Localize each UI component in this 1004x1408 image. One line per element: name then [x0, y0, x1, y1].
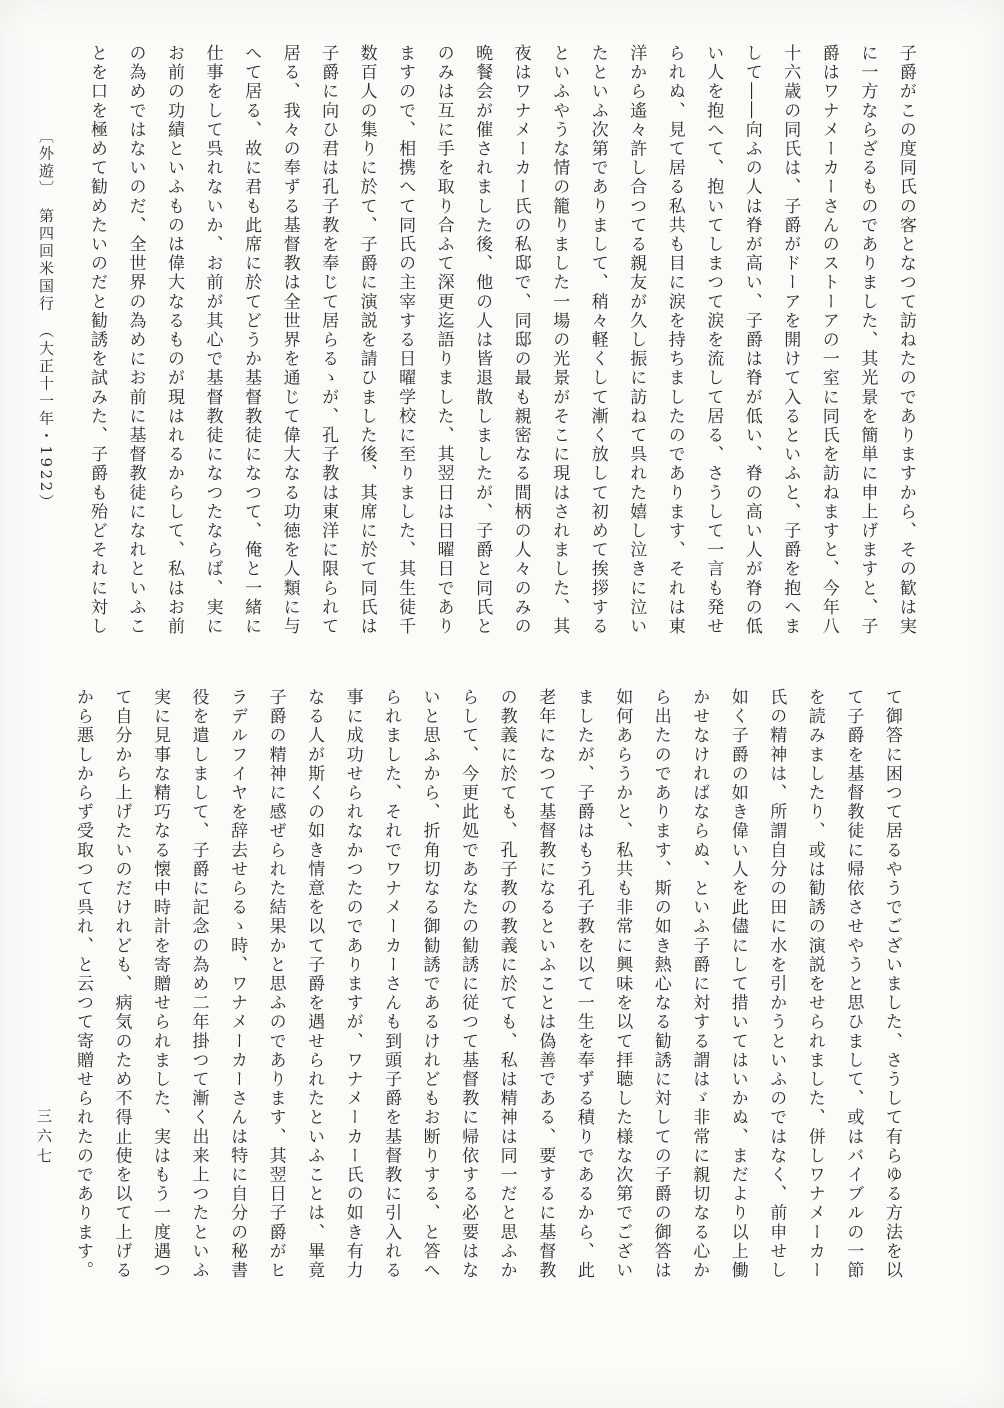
page-number: 三六七 — [35, 1108, 53, 1168]
text-column: ラデルフイヤを辞去せらるゝ時、ワナメーカーさんは特に自分の秘書 — [227, 688, 248, 1281]
text-column: の為めではないのだ、全世界の為めにお前に基督教徒になれといふこ — [125, 44, 146, 637]
text-column: 老年になつて基督教になるといふことは偽善である、要するに基督教 — [535, 688, 556, 1281]
text-column: といふやうな情の籠りました一場の光景がそこに現はされました、其 — [549, 44, 570, 637]
top-text-block — [88, 44, 914, 636]
text-column: 数百人の集りに於て、子爵に演説を請ひました後、其席に於て同氏は — [356, 44, 377, 637]
text-column: から悪しからず受取つて呉れ、と云つて寄贈せられたのであります。 — [73, 688, 93, 1281]
text-column: の教義に於ても、孔子教の教義に於ても、私は精神は同一だと思ふか — [496, 688, 517, 1281]
text-column: 氏の精神は、所謂自分の田に水を引かうといふのではなく、前申せし — [766, 688, 787, 1281]
text-column: ましたが、子爵はもう孔子教を以て一生を奉ずる積りであるから、此 — [573, 688, 594, 1281]
text-column: 実に見事な精巧なる懐中時計を寄贈せられました、実はもう一度遇つ — [150, 688, 171, 1281]
text-column: とを口を極めて勧めたいのだと勧誘を試みた、子爵も殆どそれに対し — [87, 44, 107, 637]
text-column: を読みましたり、或は勧誘の演説をせられました、併しワナメーカー — [804, 688, 825, 1281]
text-column: て御答に困つて居るやうでございました、さうして有らゆる方法を以 — [881, 688, 902, 1281]
text-column: のみは互に手を取り合ふて深更迄語りました、其翌日は日曜日であり — [433, 44, 454, 637]
text-column: 洋から遙々許し合つてる親友が久し振に訪ねて呉れた嬉し泣きに泣い — [626, 44, 647, 637]
text-column: へて居る、故に君も此席に於てどうか基督教徒になつて、俺と一緒に — [241, 44, 262, 637]
text-column: て子爵を基督教徒に帰依させやうと思ひまして、或はバイブルの一節 — [843, 688, 864, 1281]
text-column: 居る、我々の奉ずる基督教は全世界を通じて偉大なる功徳を人類に与 — [279, 44, 300, 637]
text-column: 晩餐会が催されました後、他の人は皆退散しましたが、子爵と同氏と — [472, 44, 493, 637]
text-column: ら出たのであります、斯の如き熱心なる勧誘に対しての子爵の御答は — [650, 688, 671, 1281]
text-column: かせなければならぬ、といふ子爵に対する謂はゞ非常に親切なる心か — [689, 688, 710, 1281]
text-column: 如く子爵の如き偉い人を此儘にして措いてはいかぬ、まだより以上働 — [727, 688, 748, 1281]
text-column: 如何あらうかと、私共も非常に興味を以て拝聴した様な次第でござい — [612, 688, 633, 1281]
text-column: い人を抱へて、抱いてしまつて涙を流して居る、さうして一言も発せ — [703, 44, 724, 637]
bottom-text-block — [74, 688, 900, 1280]
text-column: お前の功績といふものは偉大なるものが現はれるからして、私はお前 — [164, 44, 185, 637]
text-column: らして、今更此処であなたの勧誘に従つて基督教に帰依する必要はな — [458, 688, 479, 1281]
text-column: いと思ふから、折角切なる御勧誘であるけれどもお断りする、と答へ — [419, 688, 440, 1281]
text-column: なる人が斯くの如き情意を以て子爵を遇せられたといふことは、畢竟 — [304, 688, 325, 1281]
text-column: 仕事をして呉れないか、お前が其心で基督教徒になつたならば、実に — [202, 44, 223, 637]
text-column: に一方ならざるものでありました、其光景を簡単に申上げますと、子 — [857, 44, 878, 637]
text-column: 事に成功せられなかつたのでありますが、ワナメーカー氏の如き有力 — [342, 688, 363, 1281]
text-column: られました、それでワナメーカーさんも到頭子爵を基督教に引入れる — [381, 688, 402, 1281]
text-column: 役を遣しまして、子爵に記念の為め二年掛つて漸く出来上つたといふ — [188, 688, 209, 1281]
text-column: 子爵に向ひ君は孔子教を奉じて居らるゝが、孔子教は東洋に限られて — [318, 44, 339, 637]
text-column: 十六歳の同氏は、子爵がドーアを開けて入るといふと、子爵を抱へま — [780, 44, 801, 637]
running-header: 〔外遊〕 第四回米国行 （大正十一年・1922） — [37, 128, 55, 512]
text-column: られぬ、見て居る私共も目に涙を持ちましたのであります、それは東 — [664, 44, 685, 637]
text-column: ますので、相携へて同氏の主宰する日曜学校に至りました、其生徒千 — [395, 44, 416, 637]
text-column: 子爵の精神に感ぜられた結果かと思ふのであります、其翌日子爵がヒ — [265, 688, 286, 1281]
text-column: 爵はワナメーカーさんのストーアの一室に同氏を訪ねますと、今年八 — [818, 44, 839, 637]
text-column: 夜はワナメーカー氏の私邸で、同邸の最も親密なる間柄の人々のみの — [510, 44, 531, 637]
text-column: たといふ次第でありまして、稍々軽くして漸く放して初めて挨拶する — [587, 44, 608, 637]
text-column: して――向ふの人は脊が高い、子爵は脊が低い、脊の高い人が脊の低 — [741, 44, 762, 637]
text-column: て自分から上げたいのだけれども、病気のため不得止使を以て上げる — [111, 688, 132, 1281]
text-column: 子爵がこの度同氏の客となつて訪ねたのでありますから、その歓は実 — [895, 44, 916, 637]
